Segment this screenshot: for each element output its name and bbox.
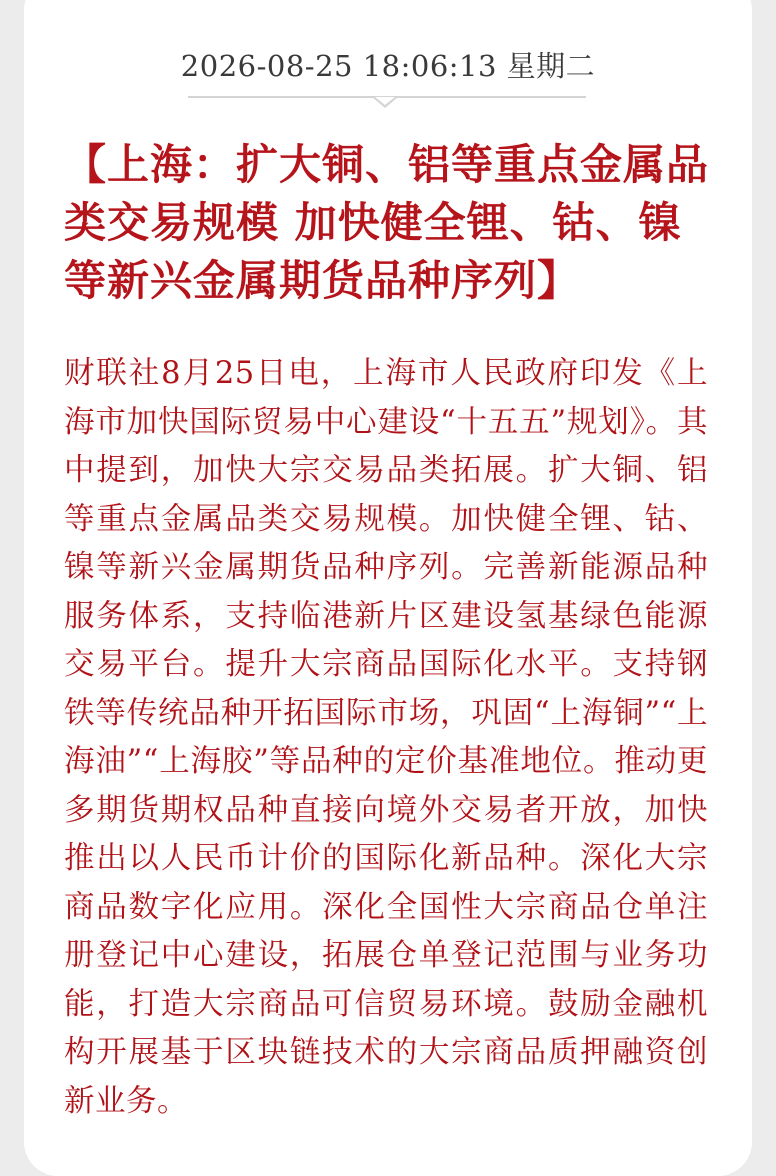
news-body: 财联社8月25日电，上海市人民政府印发《上海市加快国际贸易中心建设“十五五”规划》。其中提到，加快大宗交易品类拓展。扩大铜、铝等重点金属品类交易规模。加快健全锂、钴、镍等新兴金属期货品种序列。完善新能源品种服务体系，支持临港新片区建设氢基绿色能源交易平台。提升大宗商品国际化水平。支持钢铁等传统品种开拓国际市场，巩固“上海铜”“上海油”“上海胶”等品种的定价基准地位。推动更多期货期权品种直接向境外交易者开放，加快推出以人民币计价的国际化新品种。深化大宗商品数字化应用。深化全国性大宗商品仓单注册登记中心建设，拓展仓单登记范围与业务功能，打造大宗商品可信贸易环境。鼓励金融机构开展基于区块链技术的大宗商品质押融资创新业务。: [64, 356, 708, 1119]
divider-notch-fill: [375, 97, 395, 105]
publish-datetime: 2026-08-25 18:06:13 星期二: [180, 49, 596, 83]
news-headline: 【上海：扩大铜、铝等重点金属品类交易规模 加快健全锂、钴、镍等新兴金属期货品种序列】: [64, 140, 710, 305]
